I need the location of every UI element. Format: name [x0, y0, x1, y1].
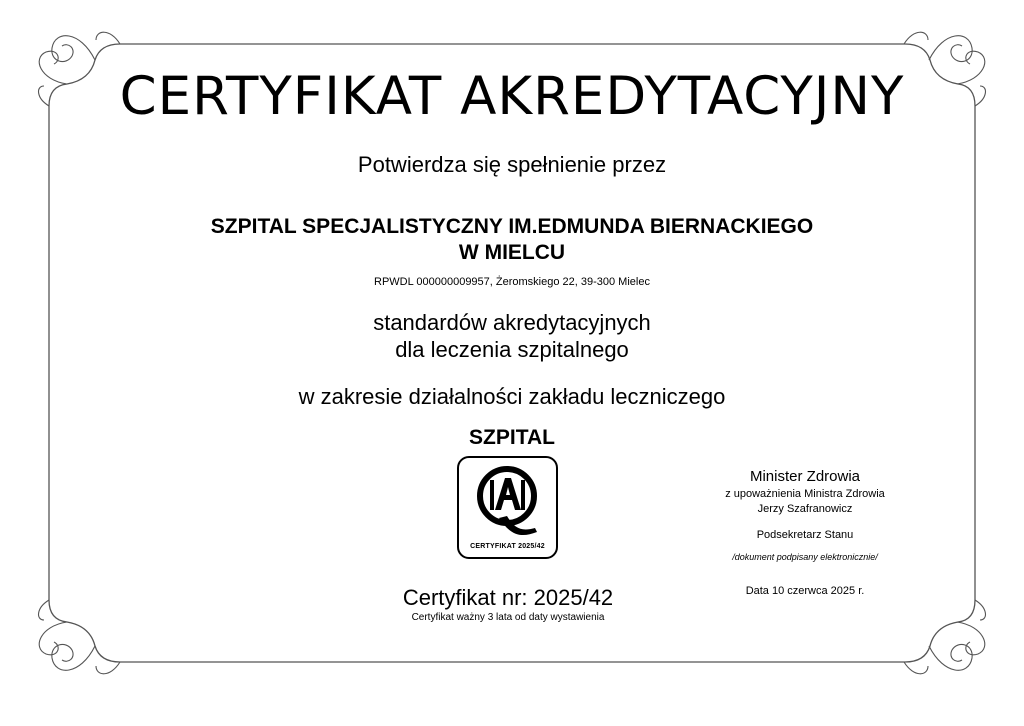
certificate-number: Certyfikat nr: 2025/42 [402, 585, 614, 610]
accreditation-seal [457, 456, 558, 559]
standards-line1: standardów akredytacyjnych [373, 310, 651, 335]
standards-text [0, 309, 1024, 363]
seal-caption: CERTYFIKAT 2025/42 [470, 543, 545, 550]
signatory-position: Podsekretarz Stanu [756, 529, 854, 541]
issue-date: Data 10 czerwca 2025 r. [745, 585, 865, 597]
signatory-authorization: z upoważnienia Ministra Zdrowia [725, 488, 885, 500]
signatory-title: Minister Zdrowia [749, 468, 861, 485]
hospital-address: RPWDL 000000009957, Żeromskiego 22, 39-300 Mielec [374, 276, 650, 288]
standards-line2: dla leczenia szpitalnego [395, 337, 629, 362]
scope-label: w zakresie działalności zakładu leczniczego [298, 384, 726, 409]
signatory-name: Jerzy Szafranowicz [757, 503, 853, 515]
certificate-title: CERTYFIKAT AKREDYTACYJNY [119, 66, 905, 127]
hospital-name [0, 214, 1024, 266]
confirmation-text: Potwierdza się spełnienie przez [357, 152, 667, 177]
hospital-name-line1: SZPITAL SPECJALISTYCZNY IM.EDMUNDA BIERNACKIEGO [210, 215, 814, 238]
scope-value: SZPITAL [469, 426, 555, 449]
certificate-validity: Certyfikat ważny 3 lata od daty wystawienia [411, 612, 605, 623]
electronic-signature-note: /dokument podpisany elektronicznie/ [732, 552, 878, 562]
hospital-name-line2: W MIELCU [458, 241, 566, 264]
